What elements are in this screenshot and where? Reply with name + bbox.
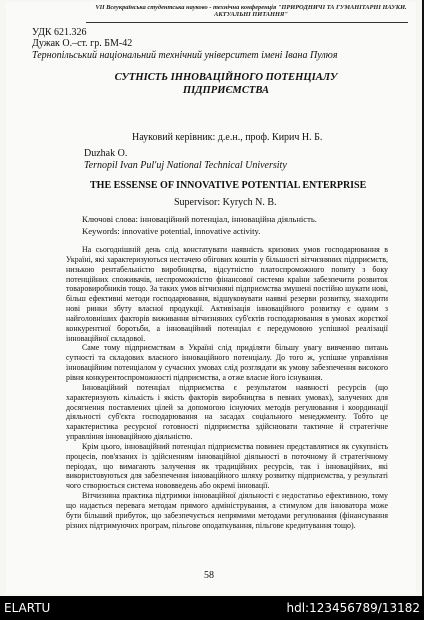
author-english: Duzhak O. — [84, 148, 128, 159]
repository-name: ELARTU — [4, 601, 51, 615]
body-paragraph: На сьогоднішній день слід констатувати наявність кризових умов господарювання в Україні, які характеризуються нестачею обігових коштів у більшості вітчизняних підприємств, низькою рентабельністю виробництва, відсутністю платоспроможного попиту з боку потенційних споживачів, неспроможністю фінансової системи країни забезпечити розвиток товаровиробників тощо. За таких умов вітчизняні підприємства змушені постійно шукати нові, більш ефективні методи господарювання, відшуковувати наявні резерви розвитку, знаходити нові ринки збуту власної продукції. Активізація інноваційного розвитку є одним з найголовніших факторів виживання вітчизняних суб'єктів господарювання в умовах жорсткої конкурентної боротьби, а інноваційний потенціал є передумовою успішної реалізації інноваційної складової. — [66, 245, 388, 343]
body-paragraph: Інноваційний потенціал підприємства є результатом наявності ресурсів (що характеризують кількість і якість факторів виробництва в певних умовах), залучених для досягнення поставлених цілей за допомогою існуючих методів регулювання і координації діяльності суб'єкта господарювання на засадах соціального менеджменту. Тобто це характеристика ресурсної готовності підприємства здійснювати тактичне й стратегічне управління інноваційною діяльністю. — [66, 382, 388, 442]
affiliation-english: Ternopil Ivan Pul'uj National Technical University — [84, 160, 287, 171]
repository-footer — [0, 596, 424, 620]
authors-ukrainian: Дужак О.–ст. гр. БМ-42 — [32, 38, 133, 49]
body-paragraph: Саме тому підприємствам в Україні слід приділяти більшу увагу вивченню питань сутності та складових власного інноваційного потенціалу. До того ж, успішне управління інноваційним потенціалом у сучасних умовах слід розглядати як умову забезпечення високого рівня конкурентоспроможності підприємства, а отже власне його існування. — [66, 343, 388, 382]
conference-header: VII Всеукраїнська студентська науково - технічна конференція "ПРИРОДНИЧІ ТА ГУМАНІТАРНІ НАУКИ. АКТУАЛЬНІ ПИТАННЯ" — [95, 4, 407, 19]
article-body — [66, 245, 388, 530]
page-number: 58 — [204, 570, 214, 581]
udk-code: УДК 621.326 — [32, 27, 87, 38]
document-page — [6, 2, 416, 594]
supervisor-english: Supervisor: Kyrych N. B. — [174, 197, 277, 208]
title-english: THE ESSENSE OF INNOVATIVE POTENTIAL ENTERPRISE — [90, 180, 367, 191]
keywords-ukrainian: Ключові слова: інноваційний потенціал, інноваційна діяльність. — [82, 214, 317, 224]
header-divider — [86, 22, 408, 23]
title-ukrainian: СУТНІСТЬ ІННОВАЦІЙНОГО ПОТЕНЦІАЛУ ПІДПРИЄМСТВА — [114, 72, 338, 96]
body-paragraph: Крім цього, інноваційний потенціал підприємства повинен представлятися як сукупність процесів, пов'язаних із здійсненням інноваційної діяльності в поточному й стратегічному періодах, що вимагають залучення як традиційних ресурсів, так і інноваційних, які використовуються для забезпечення інноваційного шляху розвитку підприємства, у результаті чого створюється система нововведень або окремі інновації. — [66, 441, 388, 491]
supervisor-ukrainian: Науковий керівник: д.е.н., проф. Кирич Н. Б. — [132, 132, 323, 143]
keywords-english: Keywords: innovative potential, innovative activity. — [82, 226, 261, 236]
body-paragraph: Вітчизняна практика підтримки інноваційної діяльності є недостатньо ефективною, тому що надається перевага методам прямого адміністрування, а стимулом для інноватора може бути більший прибуток, що забезпечується непрямими методами регулювання (фінансування різних підтримуючих програм, пільгове оподаткування, пільгове кредитування тощо). — [66, 491, 388, 530]
affiliation-ukrainian: Тернопільський національний технічний університет імені Івана Пулюя — [32, 50, 338, 61]
handle-identifier: hdl:123456789/13182 — [286, 601, 420, 615]
